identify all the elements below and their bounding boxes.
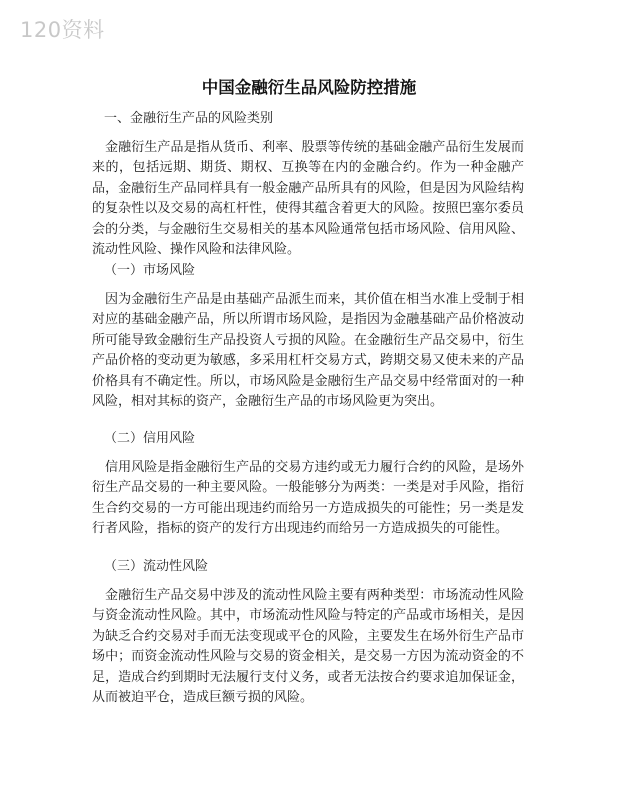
section-heading-market-risk: （一）市场风险 (104, 263, 196, 278)
paragraph-liquidity-risk: 金融衍生产品交易中涉及的流动性风险主要有两种类型：市场流动性风险与资金流动性风险。其中，市场流动性风险与特定的产品或市场相关，是因为缺乏合约交易对手而无法变现或平仓的风险，主要发生在场外衍生产品市场中；而资金流动性风险与交易的资金相关，是交易一方因为流动资金的不足，造成合约到期时无法履行支付义务，或者无法按合约要求追加保证金，从而被迫平仓，造成巨额亏损的风险。 (92, 588, 524, 706)
section-heading-liquidity-risk: （三）流动性风险 (104, 559, 209, 574)
section-heading-risk-categories: 一、金融衍生产品的风险类别 (104, 111, 274, 126)
paragraph-risk-categories: 金融衍生产品是指从货币、利率、股票等传统的基础金融产品衍生发展而来的，包括远期、期货、期权、互换等在内的金融合约。作为一种金融产品，金融衍生产品同样具有一般金融产品所具有的风险，但是因为风险结构的复杂性以及交易的高杠杆性，使得其蕴含着更大的风险。按照巴塞尔委员会的分类，与金融衍生交易相关的基本风险通常包括市场风险、信用风险、流动性风险、操作风险和法律风险。 (92, 140, 524, 258)
paragraph-market-risk: 因为金融衍生产品是由基础产品派生而来，其价值在相当水准上受制于相对应的基础金融产品，所以所谓市场风险，是指因为金融基础产品价格波动所可能导致金融衍生产品投资人亏损的风险。在金融衍生产品交易中，衍生产品价格的变动更为敏感，多采用杠杆交易方式，跨期交易又使未来的产品价格具有不确定性。所以，市场风险是金融衍生产品交易中经常面对的一种风险，相对其标的资产，金融衍生产品的市场风险更为突出。 (92, 292, 524, 410)
section-heading-credit-risk: （二）信用风险 (104, 431, 196, 446)
document-title: 中国金融衍生品风险防控措施 (201, 78, 417, 97)
paragraph-credit-risk: 信用风险是指金融衍生产品的交易方违约或无力履行合约的风险，是场外衍生产品交易的一种主要风险。一般能够分为两类：一类是对手风险，指衍生合约交易的一方可能出现违约而给另一方造成损失的可能性；另一类是发行者风险，指标的资产的发行方出现违约而给另一方造成损失的可能性。 (92, 460, 524, 537)
watermark: 120资料 (20, 18, 105, 42)
